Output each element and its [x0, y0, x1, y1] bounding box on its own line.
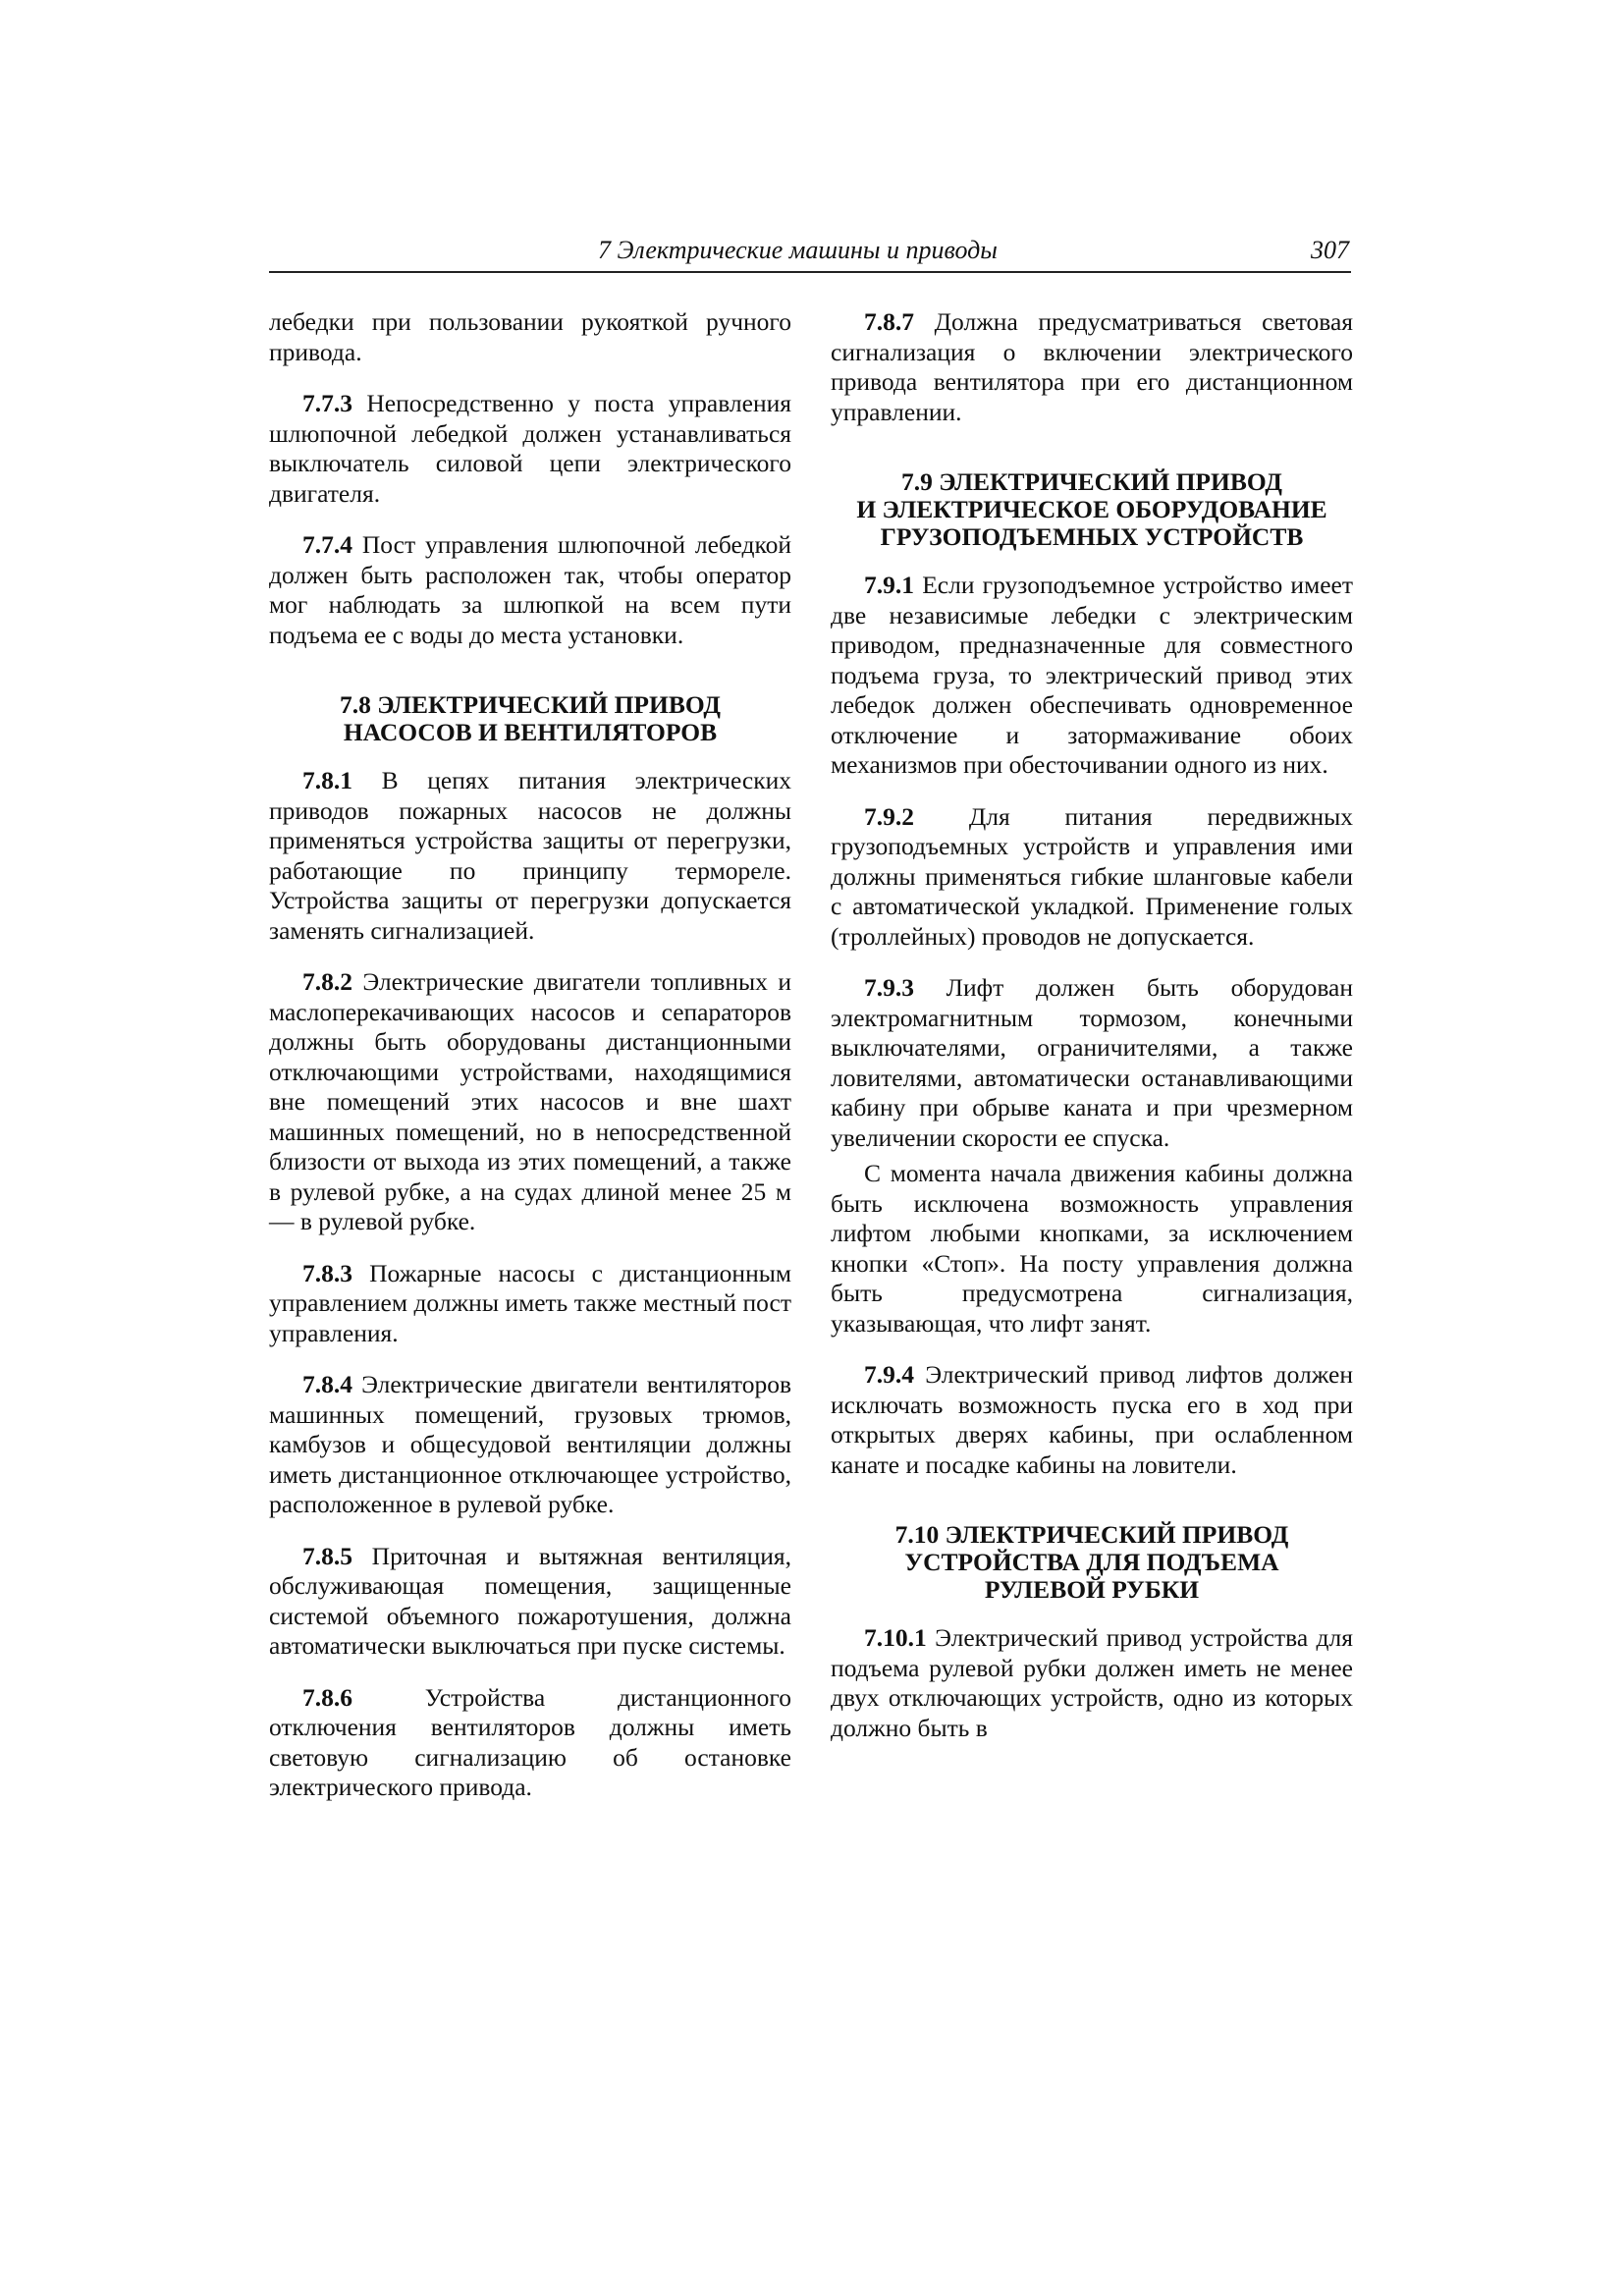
section-heading-7-9: [831, 468, 1353, 551]
clause-text: Электрический привод устройства для подъема рулевой рубки должен иметь не менее двух отключающих устройств, одно из которых должно быть в: [831, 1623, 1353, 1742]
clause-number: 7.8.6: [302, 1682, 352, 1712]
clause-7-8-2: [269, 967, 791, 1237]
clause-7-8-3: [269, 1259, 791, 1349]
clause-text: Непосредственно у поста управления шлюпочной лебедкой должен устанавливаться выключатель силовой цепи электрического двигателя.: [269, 389, 791, 508]
clause-text: Для питания передвижных грузоподъемных устройств и управления ими должны применяться гибкие шланговые кабели с автоматической укладкой. Применение голых (троллейных) проводов не допускается.: [831, 801, 1353, 951]
clause-text: Электрические двигатели вентиляторов машинных помещений, грузовых трюмов, камбузов и общесудовой вентиляции должны иметь дистанционное отключающее устройство, расположенное в рулевой рубке.: [269, 1370, 791, 1518]
heading-line: НАСОСОВ И ВЕНТИЛЯТОРОВ: [343, 718, 718, 746]
heading-line: ГРУЗОПОДЪЕМНЫХ УСТРОЙСТВ: [880, 522, 1304, 551]
left-column: [269, 307, 791, 1803]
clause-7-8-5: [269, 1542, 791, 1662]
section-heading-7-8: [269, 691, 791, 746]
clause-number: 7.7.4: [302, 530, 352, 559]
clause-7-9-3: [831, 973, 1353, 1153]
clause-text: Электрический привод лифтов должен исключать возможность пуска его в ход при открытых дверях кабины, при ослабленном канате и посадке кабины на ловители.: [831, 1360, 1353, 1479]
clause-7-7-3: [269, 389, 791, 509]
clause-7-8-4: [269, 1370, 791, 1520]
running-header: [269, 232, 1351, 273]
clause-number: 7.8.5: [302, 1541, 352, 1570]
continued-paragraph: лебедки при пользовании рукояткой ручного привода.: [269, 307, 791, 366]
chapter-title: 7 Электрические машины и приводы: [598, 236, 998, 264]
clause-number: 7.8.3: [302, 1258, 352, 1287]
clause-7-9-3-continuation: С момента начала движения кабины должна быть исключена возможность управления лифтом любыми кнопками, за исключением кнопки «Стоп». На посту управления должна быть предусмотрена сигнализация, указывающая, что лифт занят.: [831, 1159, 1353, 1338]
clause-text: Устройства дистанционного отключения вентиляторов должны иметь световую сигнализацию об остановке электрического привода.: [269, 1682, 791, 1801]
clause-text: Пост управления шлюпочной лебедкой должен быть расположен так, чтобы оператор мог наблюдать за шлюпкой на всем пути подъема ее с воды до места установки.: [269, 530, 791, 649]
clause-text: Если грузоподъемное устройство имеет две независимые лебедки с электрическим приводом, предназначенные для совместного подъема груза, то электрический привод этих лебедок должен обеспечивать одновременное отключение и затормаживание обоих механизмов при обесточивании одного из них.: [831, 571, 1353, 779]
clause-text: Электрические двигатели топливных и маслоперекачивающих насосов и сепараторов должны быть оборудованы дистанционными отключающими устройствами, находящимися вне помещений этих насосов и вне шахт машинных помещений, но в непосредственной близости от выхода из этих помещений, а также в рулевой рубке, а на судах длиной менее 25 м — в рулевой рубке.: [269, 967, 791, 1235]
clause-number: 7.8.2: [302, 967, 352, 996]
clause-7-10-1: [831, 1623, 1353, 1743]
clause-number: 7.10.1: [864, 1623, 927, 1652]
clause-7-9-4: [831, 1360, 1353, 1480]
clause-text: Приточная и вытяжная вентиляция, обслуживающая помещения, защищенные системой объемного пожаротушения, должна автоматически выключаться при пуске системы.: [269, 1541, 791, 1660]
section-heading-7-10: [831, 1521, 1353, 1604]
clause-number: 7.9.2: [864, 801, 914, 831]
clause-number: 7.8.1: [302, 766, 352, 794]
clause-text: Пожарные насосы с дистанционным управлением должны иметь также местный пост управления.: [269, 1258, 791, 1347]
clause-7-8-6: [269, 1683, 791, 1803]
heading-line: 7.9 ЭЛЕКТРИЧЕСКИЙ ПРИВОД: [901, 467, 1282, 496]
clause-text: Лифт должен быть оборудован электромагнитным тормозом, конечными выключателями, ограничителями, а также ловителями, автоматически останавливающими кабину при обрыве каната и при чрезмерном увеличении скорости ее спуска.: [831, 973, 1353, 1152]
right-column: [831, 307, 1353, 1743]
clause-7-8-7: [831, 307, 1353, 427]
clause-number: 7.9.3: [864, 973, 914, 1002]
clause-text: В цепях питания электрических приводов пожарных насосов не должны применяться устройства защиты от перегрузки, работающие по принципу термореле. Устройства защиты от перегрузки допускается заменять сигнализацией.: [269, 766, 791, 945]
clause-7-8-1: [269, 766, 791, 946]
heading-line: 7.8 ЭЛЕКТРИЧЕСКИЙ ПРИВОД: [340, 690, 721, 719]
clause-number: 7.7.3: [302, 389, 352, 417]
heading-line: 7.10 ЭЛЕКТРИЧЕСКИЙ ПРИВОД: [894, 1520, 1289, 1549]
clause-7-9-2: [831, 802, 1353, 953]
clause-text: Должна предусматриваться световая сигнализация о включении электрического привода вентилятора при его дистанционном управлении.: [831, 307, 1353, 426]
clause-number: 7.8.7: [864, 307, 914, 336]
clause-number: 7.8.4: [302, 1370, 352, 1398]
page-number: 307: [1311, 236, 1349, 264]
clause-7-7-4: [269, 530, 791, 650]
clause-number: 7.9.1: [864, 571, 914, 599]
heading-line: УСТРОЙСТВА ДЛЯ ПОДЪЕМА: [904, 1548, 1279, 1576]
heading-line: РУЛЕВОЙ РУБКИ: [984, 1575, 1200, 1604]
heading-line: И ЭЛЕКТРИЧЕСКОЕ ОБОРУДОВАНИЕ: [856, 495, 1327, 523]
clause-7-9-1: [831, 571, 1353, 781]
clause-number: 7.9.4: [864, 1360, 914, 1389]
